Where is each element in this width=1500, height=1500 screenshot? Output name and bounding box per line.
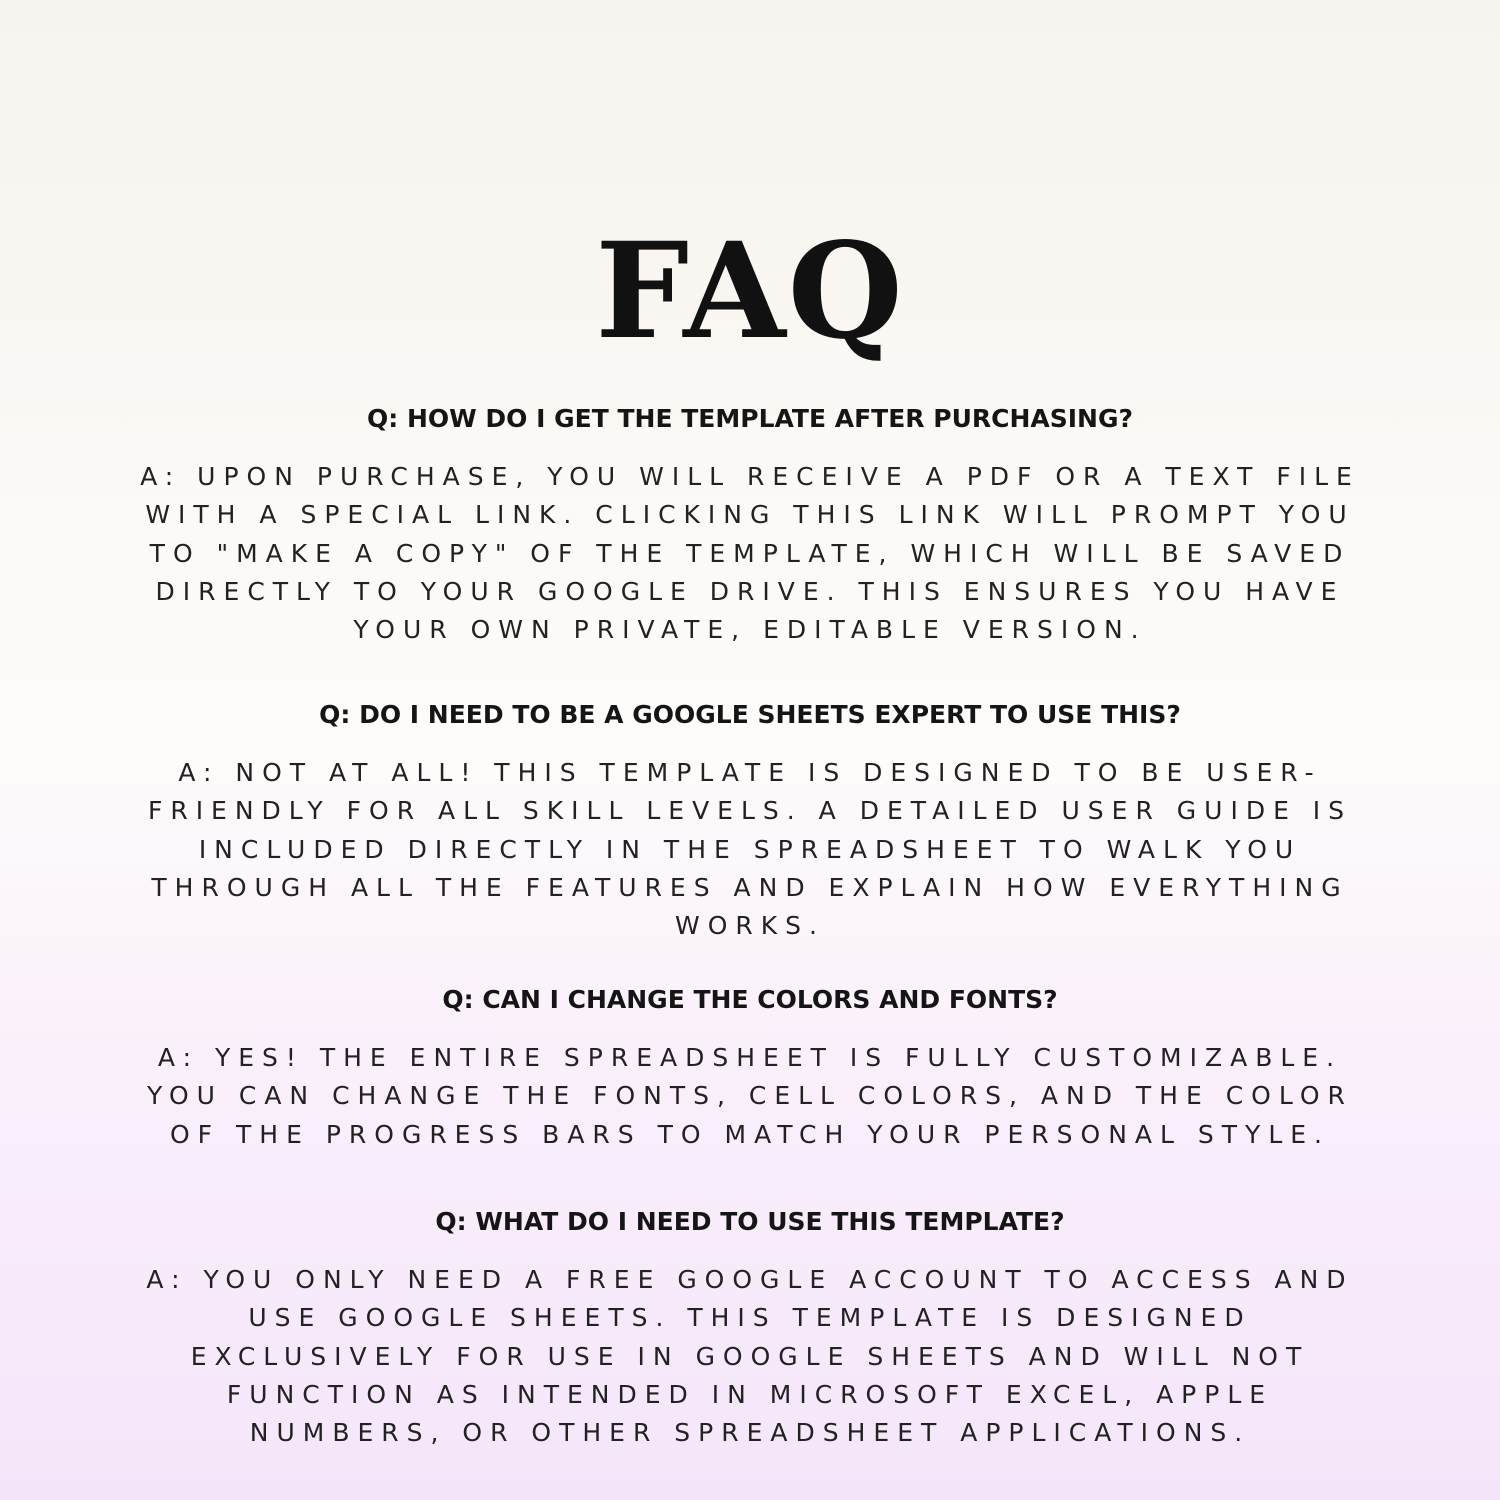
faq-answer-line: A: UPON PURCHASE, YOU WILL RECEIVE A PDF OR A TEXT FILE: [140, 462, 1360, 491]
faq-answer-line: WITH A SPECIAL LINK. CLICKING THIS LINK WILL PROMPT YOU: [145, 500, 1355, 530]
faq-answer-line: TO "MAKE A COPY" OF THE TEMPLATE, WHICH WILL BE SAVED: [149, 538, 1351, 568]
faq-answer-line: YOU CAN CHANGE THE FONTS, CELL COLORS, AND THE COLOR: [147, 1081, 1353, 1111]
faq-answer-line: THROUGH ALL THE FEATURES AND EXPLAIN HOW EVERYTHING: [151, 872, 1349, 902]
faq-question-1: Q: HOW DO I GET THE TEMPLATE AFTER PURCHASING?: [367, 404, 1133, 433]
faq-question-4: Q: WHAT DO I NEED TO USE THIS TEMPLATE?: [435, 1207, 1065, 1236]
faq-answer-3: [60, 1039, 1440, 1154]
faq-answer-line: USE GOOGLE SHEETS. THIS TEMPLATE IS DESIGNED: [248, 1303, 1252, 1333]
faq-answer-4: [60, 1261, 1440, 1452]
faq-answer-line: A: NOT AT ALL! THIS TEMPLATE IS DESIGNED TO BE USER-: [178, 758, 1322, 787]
faq-answer-line: EXCLUSIVELY FOR USE IN GOOGLE SHEETS AND WILL NOT: [190, 1341, 1310, 1371]
faq-answer-line: DIRECTLY TO YOUR GOOGLE DRIVE. THIS ENSURES YOU HAVE: [155, 576, 1345, 606]
faq-question-2: Q: DO I NEED TO BE A GOOGLE SHEETS EXPERT TO USE THIS?: [319, 700, 1181, 729]
faq-answer-line: YOUR OWN PRIVATE, EDITABLE VERSION.: [353, 615, 1147, 645]
faq-answer-line: FUNCTION AS INTENDED IN MICROSOFT EXCEL, APPLE: [226, 1379, 1274, 1409]
faq-answer-line: FRIENDLY FOR ALL SKILL LEVELS. A DETAILED USER GUIDE IS: [147, 796, 1353, 826]
faq-answer-line: INCLUDED DIRECTLY IN THE SPREADSHEET TO WALK YOU: [198, 834, 1302, 864]
faq-answer-line: A: YOU ONLY NEED A FREE GOOGLE ACCOUNT TO ACCESS AND: [146, 1265, 1354, 1294]
faq-answer-2: [60, 754, 1440, 945]
faq-answer-1: [60, 458, 1440, 649]
faq-answer-line: NUMBERS, OR OTHER SPREADSHEET APPLICATIONS.: [249, 1418, 1251, 1448]
faq-answer-line: WORKS.: [675, 911, 825, 941]
page-title: FAQ: [595, 214, 905, 369]
faq-answer-line: A: YES! THE ENTIRE SPREADSHEET IS FULLY CUSTOMIZABLE.: [157, 1043, 1343, 1072]
faq-question-3: Q: CAN I CHANGE THE COLORS AND FONTS?: [442, 985, 1058, 1014]
faq-answer-line: OF THE PROGRESS BARS TO MATCH YOUR PERSONAL STYLE.: [170, 1119, 1330, 1149]
